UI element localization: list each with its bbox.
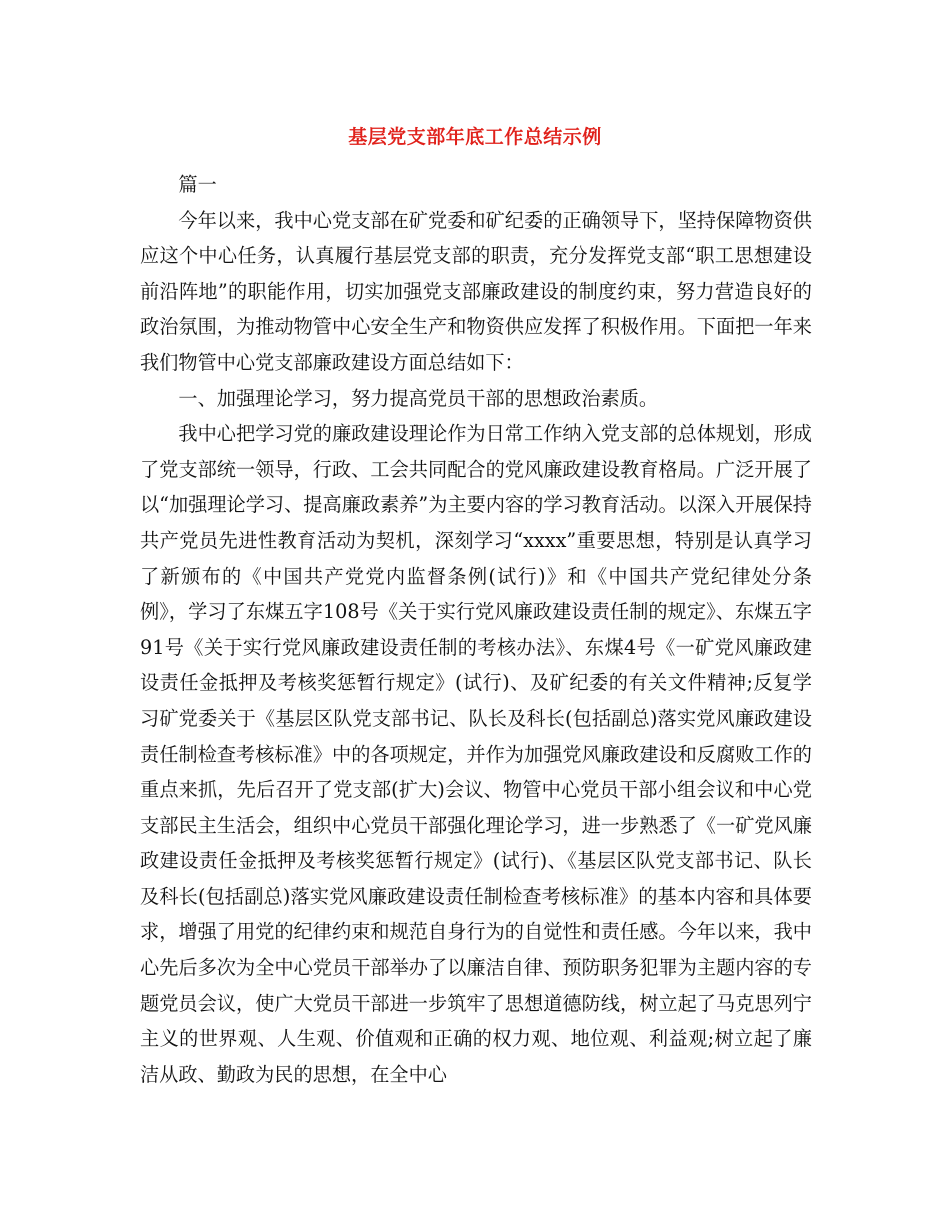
section-heading-pian-yi: 篇一 <box>178 173 217 196</box>
document-title: 基层党支部年底工作总结示例 <box>348 126 602 148</box>
body-paragraph: 我中心把学习党的廉政建设理论作为日常工作纳入党支部的总体规划，形成了党支部统一领导，行政、工会共同配合的党风廉政建设教育格局。广泛开展了以“加强理论学习、提高廉政素养”为主要内容的学习教育活动。以深入开展保持共产党员先进性教育活动为契机，深刻学习“xxxx”重要思想，特别是认真学习了新颁布的《中国共产党党内监督条例(试行)》和《中国共产党纪律处分条例》，学习了东煤五字108号《关于实行党风廉政建设责任制的规定》、东煤五字91号《关于实行党风廉政建设责任制的考核办法》、东煤4号《一矿党风廉政建设责任金抵押及考核奖惩暂行规定》(试行)、及矿纪委的有关文件精神;反复学习矿党委关于《基层区队党支部书记、队长及科长(包括副总)落实党风廉政建设责任制检查考核标准》中的各项规定，并作为加强党风廉政建设和反腐败工作的重点来抓，先后召开了党支部(扩大)会议、物管中心党员干部小组会议和中心党支部民主生活会，组织中心党员干部强化理论学习，进一步熟悉了《一矿党风廉政建设责任金抵押及考核奖惩暂行规定》(试行)、《基层区队党支部书记、队长及科长(包括副总)落实党风廉政建设责任制检查考核标准》的基本内容和具体要求，增强了用党的纪律约束和规范自身行为的自觉性和责任感。今年以来，我中心先后多次为全中心党员干部举办了以廉洁自律、预防职务犯罪为主题内容的专题党员会议，使广大党员干部进一步筑牢了思想道德防线，树立起了马克思列宁主义的世界观、人生观、价值观和正确的权力观、地位观、利益观;树立起了廉洁从政、勤政为民的思想，在全中心 <box>140 422 812 1086</box>
intro-paragraph: 今年以来，我中心党支部在矿党委和矿纪委的正确领导下，坚持保障物资供应这个中心任务，认真履行基层党支部的职责，充分发挥党支部“职工思想建设前沿阵地”的职能作用，切实加强党支部廉政建设的制度约束，努力营造良好的政治氛围，为推动物管中心安全生产和物资供应发挥了积极作用。下面把一年来我们物管中心党支部廉政建设方面总结如下： <box>140 208 812 374</box>
document-body <box>140 167 812 1092</box>
section-heading-one: 一、加强理论学习，努力提高党员干部的思想政治素质。 <box>178 386 659 410</box>
